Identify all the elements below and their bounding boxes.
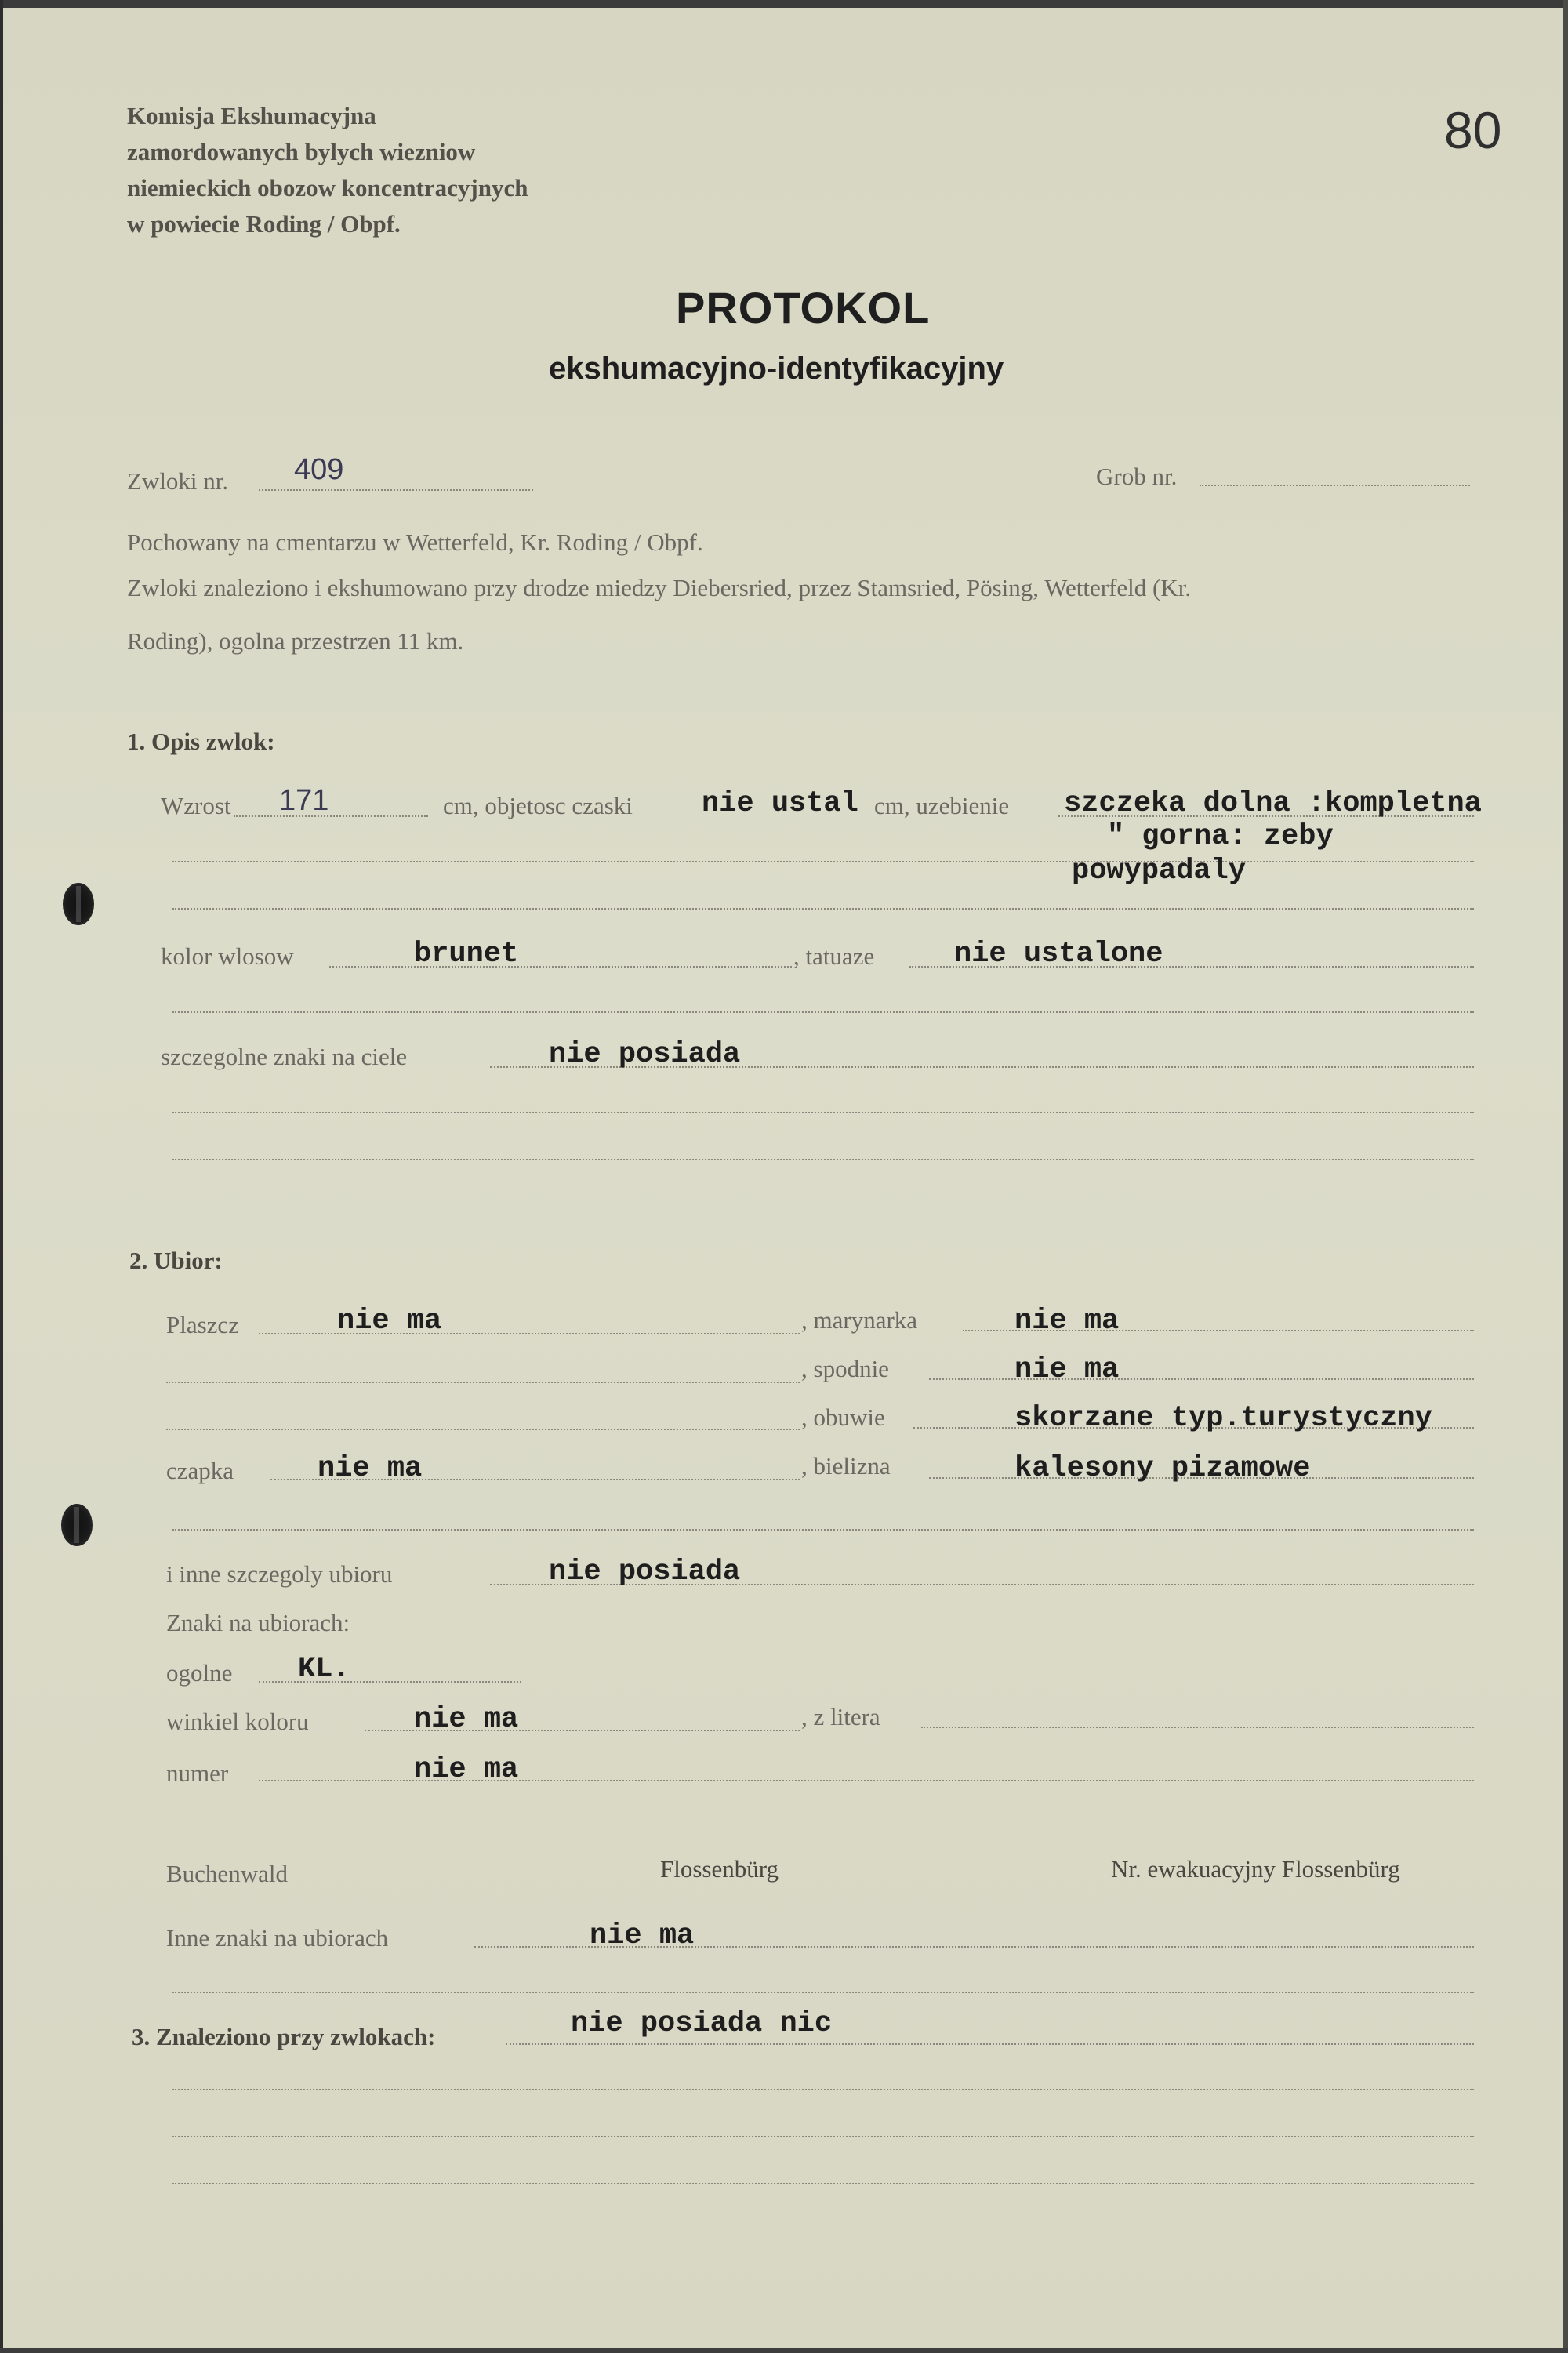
commission-header (127, 98, 528, 242)
number-value: nie ma (414, 1753, 519, 1786)
general-marks-label: ogolne (166, 1659, 233, 1687)
blank-line-2 (172, 1112, 1474, 1113)
section-3-heading: 3. Znaleziono przy zwlokach: (132, 2023, 436, 2050)
scan-border-right (1563, 0, 1568, 2353)
hair-color-line (329, 966, 792, 968)
scan-border-left (0, 0, 3, 2353)
trousers-value: nie ma (1014, 1353, 1120, 1386)
tattoo-value: nie ustalone (954, 938, 1163, 971)
buried-location: Pochowany na cmentarzu w Wetterfeld, Kr. Roding / Obpf. (127, 528, 703, 556)
coat-label: Plaszcz (166, 1311, 239, 1338)
shoes-label: , obuwie (801, 1403, 885, 1431)
teeth-line-2 (172, 861, 1474, 862)
other-clothing-marks-value: nie ma (590, 1919, 695, 1952)
skull-label: cm, objetosc czaski (443, 792, 633, 819)
number-label: numer (166, 1759, 229, 1787)
blank-line-5 (172, 1992, 1474, 1993)
body-number-label: Zwloki nr. (127, 467, 229, 495)
blank-line-3 (172, 1159, 1474, 1160)
height-line (234, 815, 428, 817)
letter-line (921, 1727, 1474, 1728)
scan-border-bottom (0, 2348, 1568, 2353)
body-marks-label: szczegolne znaki na ciele (161, 1043, 408, 1070)
coat-extra-line-2 (166, 1429, 800, 1430)
blank-line-7 (172, 2136, 1474, 2137)
teeth-value-line-1: szczeka dolna :kompletna (1064, 787, 1482, 820)
cap-label: czapka (166, 1457, 234, 1484)
skull-unit-label: cm, uzebienie (874, 792, 1010, 819)
height-value: 171 (279, 784, 329, 817)
other-details-label: i inne szczegoly ubioru (166, 1560, 393, 1588)
teeth-value-line-2: " gorna: zeby (1107, 820, 1334, 853)
coat-value: nie ma (337, 1305, 442, 1338)
height-label: Wzrost (161, 792, 231, 819)
underwear-label: , bielizna (801, 1452, 891, 1480)
section-1-heading: 1. Opis zwlok: (127, 728, 275, 755)
teeth-line-3 (172, 908, 1474, 910)
tattoo-label: , tatuaze (793, 942, 875, 970)
header-line-4: w powiecie Roding / Obpf. (127, 210, 401, 238)
underwear-value: kalesony pizamowe (1014, 1452, 1311, 1485)
document-title: PROTOKOL (676, 283, 931, 332)
clothing-marks-heading: Znaki na ubiorach: (166, 1609, 350, 1636)
hair-color-value: brunet (414, 938, 519, 971)
jacket-label: , marynarka (801, 1306, 918, 1334)
body-marks-value: nie posiada (549, 1038, 741, 1071)
body-number-value: 409 (294, 453, 344, 486)
cap-value: nie ma (318, 1452, 423, 1485)
camp-flossenburg-label: Flossenbürg (660, 1855, 779, 1883)
found-location-line-1: Zwloki znaleziono i ekshumowano przy drodze miedzy Diebersried, przez Stamsried, Pösing, Wetterfeld (Kr. (127, 574, 1192, 601)
triangle-color-value: nie ma (414, 1703, 519, 1736)
blank-line-8 (172, 2183, 1474, 2184)
blank-line-6 (172, 2089, 1474, 2090)
grave-number-label: Grob nr. (1096, 463, 1178, 490)
evacuation-number-label: Nr. ewakuacyjny Flossenbürg (1111, 1855, 1400, 1883)
triangle-color-label: winkiel koloru (166, 1708, 309, 1735)
shoes-value: skorzane typ.turystyczny (1014, 1402, 1432, 1435)
other-clothing-marks-label: Inne znaki na ubiorach (166, 1924, 389, 1952)
camp-buchenwald-label: Buchenwald (166, 1860, 288, 1887)
body-number-line (259, 489, 533, 491)
punch-hole-lower (61, 1504, 93, 1546)
trousers-line (929, 1378, 1474, 1380)
found-items-line (506, 2043, 1474, 2045)
teeth-value-line-3: powypadaly (1072, 855, 1247, 888)
general-marks-value: KL. (298, 1653, 350, 1686)
trousers-label: , spodnie (801, 1355, 889, 1382)
hair-color-label: kolor wlosow (161, 942, 294, 970)
letter-label: , z litera (801, 1703, 880, 1730)
scan-border-top (0, 0, 1568, 8)
blank-line-4 (172, 1529, 1474, 1531)
punch-hole-upper (63, 883, 94, 925)
found-location-line-2: Roding), ogolna przestrzen 11 km. (127, 627, 464, 655)
header-line-3: niemieckich obozow koncentracyjnych (127, 174, 528, 202)
section-2-heading: 2. Ubior: (129, 1247, 223, 1274)
header-line-2: zamordowanych bylych wiezniow (127, 138, 476, 165)
page-number: 80 (1444, 101, 1502, 159)
grave-number-line (1200, 485, 1470, 486)
found-items-value: nie posiada nic (571, 2007, 833, 2040)
other-details-value: nie posiada (549, 1556, 741, 1589)
coat-extra-line-1 (166, 1382, 800, 1383)
jacket-value: nie ma (1014, 1305, 1120, 1338)
header-line-1: Komisja Ekshumacyjna (127, 102, 376, 129)
document-subtitle: ekshumacyjno-identyfikacyjny (549, 351, 1004, 386)
blank-line-1 (172, 1011, 1474, 1013)
skull-value: nie ustal (702, 787, 858, 820)
